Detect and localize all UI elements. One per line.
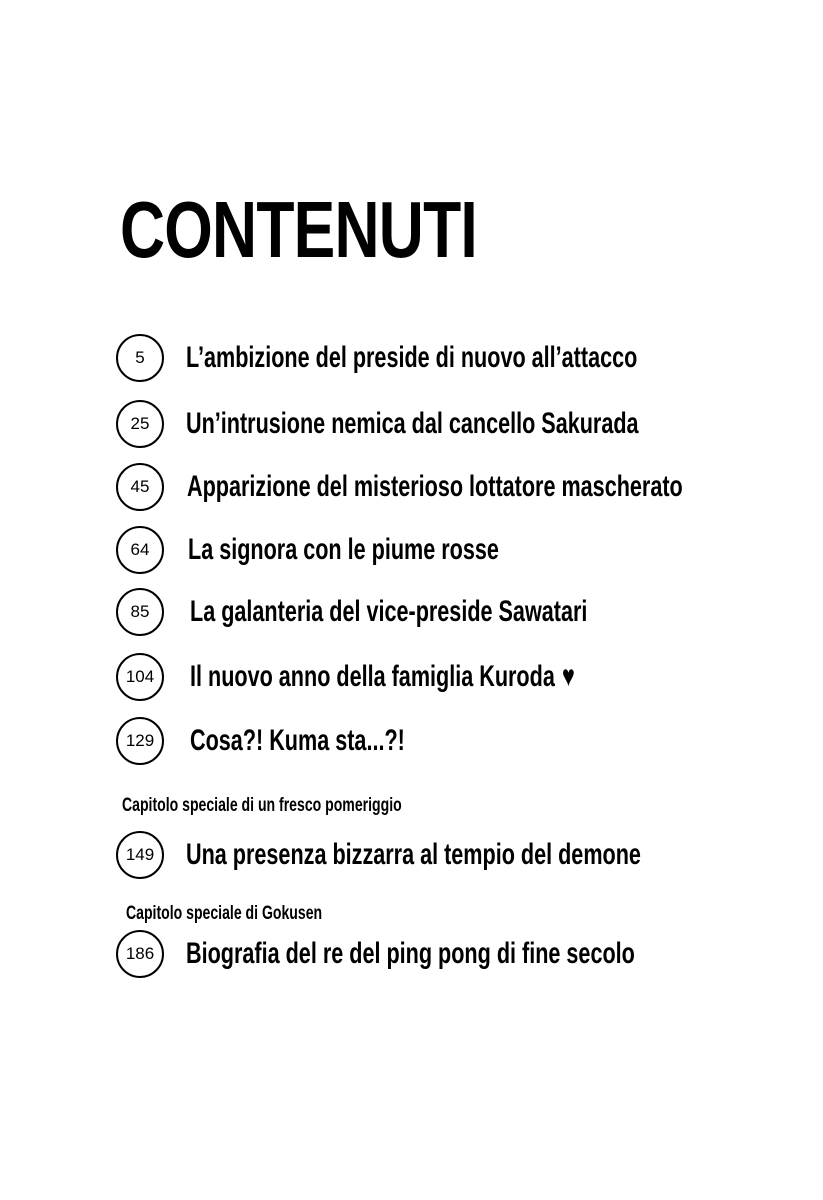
- toc-entry[interactable]: [116, 398, 815, 450]
- chapter-title: Una presenza bizzarra al tempio del demone: [186, 838, 641, 871]
- toc-entry[interactable]: [116, 524, 620, 576]
- chapter-title: L’ambizione del preside di nuovo all’attacco: [186, 341, 638, 374]
- section-label: Capitolo speciale di un fresco pomeriggio: [122, 795, 402, 816]
- heart-icon: ♥: [562, 660, 575, 693]
- page-number-badge: 25: [116, 400, 164, 448]
- chapter-title: Biografia del re del ping pong di fine secolo: [186, 937, 635, 970]
- toc-entry[interactable]: [116, 715, 488, 767]
- chapter-title: La signora con le piume rosse: [188, 533, 499, 566]
- chapter-title: Cosa?! Kuma sta...?!: [190, 724, 405, 757]
- page-number-badge: 149: [116, 831, 164, 879]
- page-number-badge: 45: [116, 463, 164, 511]
- section-label: Capitolo speciale di Gokusen: [126, 903, 323, 924]
- page-number-badge: 186: [116, 930, 164, 978]
- chapter-title: Il nuovo anno della famiglia Kuroda ♥: [190, 660, 575, 693]
- page-number-badge: 64: [116, 526, 164, 574]
- chapter-title: Un’intrusione nemica dal cancello Sakurada: [186, 407, 639, 440]
- page-number-badge: 104: [116, 653, 164, 701]
- page-number-badge: 85: [116, 588, 164, 636]
- chapter-title: La galanteria del vice-preside Sawatari: [190, 595, 588, 628]
- toc-entry[interactable]: [116, 586, 742, 638]
- toc-entry[interactable]: [116, 928, 809, 980]
- toc-entry[interactable]: [116, 829, 818, 881]
- page-number-badge: 5: [116, 334, 164, 382]
- page-title: CONTENUTI: [120, 185, 477, 274]
- toc-entry[interactable]: [116, 332, 813, 384]
- chapter-title: Apparizione del misterioso lottatore mascherato: [187, 470, 683, 503]
- toc-entry[interactable]: [116, 461, 823, 513]
- page-number-badge: 129: [116, 717, 164, 765]
- toc-entry[interactable]: [116, 651, 725, 703]
